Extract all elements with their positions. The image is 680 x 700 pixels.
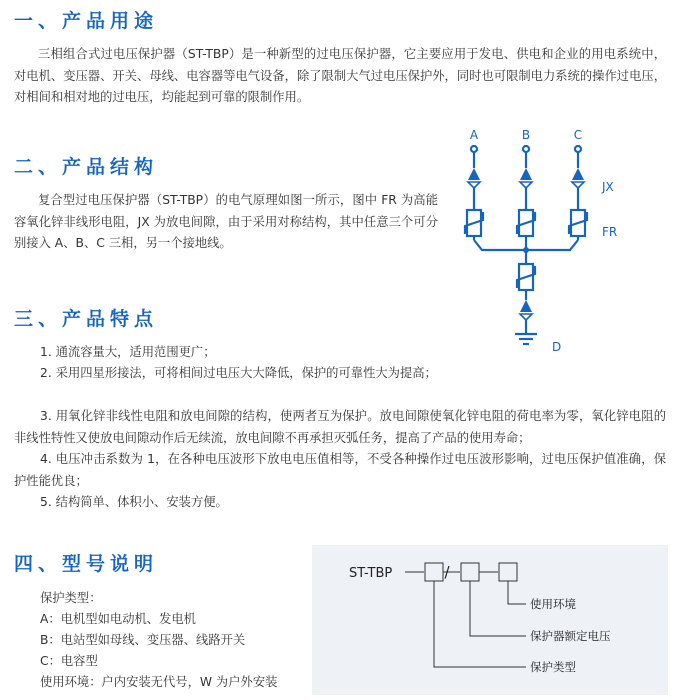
section-title-features: 三、产品特点 (14, 308, 159, 330)
ground-label: D (552, 340, 562, 354)
branch-c (569, 146, 587, 240)
phase-label-a: A (469, 128, 479, 142)
resistor-label: FR (602, 225, 618, 239)
feature-item: 4. 电压冲击系数为 1，在各种电压波形下放电电压值相等，不受各种操作过电压波形影响，过电压保护值准确，保护性能优良； (14, 452, 666, 488)
usage-paragraph: 三相组合式过电压保护器（ST-TBP）是一种新型的过电压保护器，它主要应用于发电、供电和企业的用电系统中，对电机、变压器、开关、母线、电容器等电气设备，除了限制大气过电压保护外，同时也可限制电力系统的操作过电压，对相间和相对地的过电压，均能起到可靠的限制作用。 (14, 47, 666, 104)
gap-arrow-a (468, 168, 480, 180)
model-line: A：电机型如电动机、发电机 (40, 612, 196, 626)
branch-ground (517, 252, 535, 334)
label-protection-type: 保护类型 (530, 660, 576, 674)
phase-label-c: C (573, 128, 583, 142)
model-line: 使用环境：户内安装无代号，W 为户外安装 (40, 675, 278, 689)
section-title-model: 四、型号说明 (14, 553, 159, 575)
circuit-diagram (452, 122, 662, 362)
section-title-usage: 一、产品用途 (14, 10, 159, 32)
label-environment: 使用环境 (530, 597, 576, 611)
branch-b (517, 146, 535, 252)
gap-arrow-ground (520, 300, 532, 312)
gap-arrow-b (520, 168, 532, 180)
model-prefix: ST-TBP (349, 566, 393, 581)
ground-symbol (515, 334, 537, 344)
feature-item: 5. 结构简单、体积小、安装方便。 (40, 495, 228, 509)
phase-label-b: B (521, 128, 531, 142)
gap-arrow-c (572, 168, 584, 180)
model-separator: / (444, 563, 450, 581)
section-title-structure: 二、产品结构 (14, 156, 159, 178)
feature-item: 3. 用氧化锌非线性电阻和放电间隙的结构，使两者互为保护。放电间隙使氧化锌电阻的荷电率为零，氧化锌电阻的非线性特性又使放电间隙动作后无续流，放电间隙不再承担灭弧任务，提高了产品的使用寿命； (14, 409, 666, 445)
model-line: B：电站型如母线、变压器、线路开关 (40, 633, 246, 647)
model-line: C：电容型 (40, 654, 98, 668)
structure-paragraph: 复合型过电压保护器（ST-TBP）的电气原理如图一所示，图中 FR 为高能容氧化锌非线形电阻，JX 为放电间隙，由于采用对称结构，其中任意三个可分别接入 A、B、C 三相，另一个接地线。 (14, 193, 438, 250)
label-rated-voltage: 保护器额定电压 (530, 629, 611, 643)
feature-item: 1. 通流容量大，适用范围更广； (40, 345, 216, 359)
branch-a (465, 146, 483, 240)
feature-item: 2. 采用四星形接法，可将相间过电压大大降低，保护的可靠性大为提高； (40, 366, 437, 380)
model-designation-diagram (312, 545, 668, 695)
gap-label: JX (602, 180, 614, 194)
model-line: 保护类型： (40, 591, 102, 605)
